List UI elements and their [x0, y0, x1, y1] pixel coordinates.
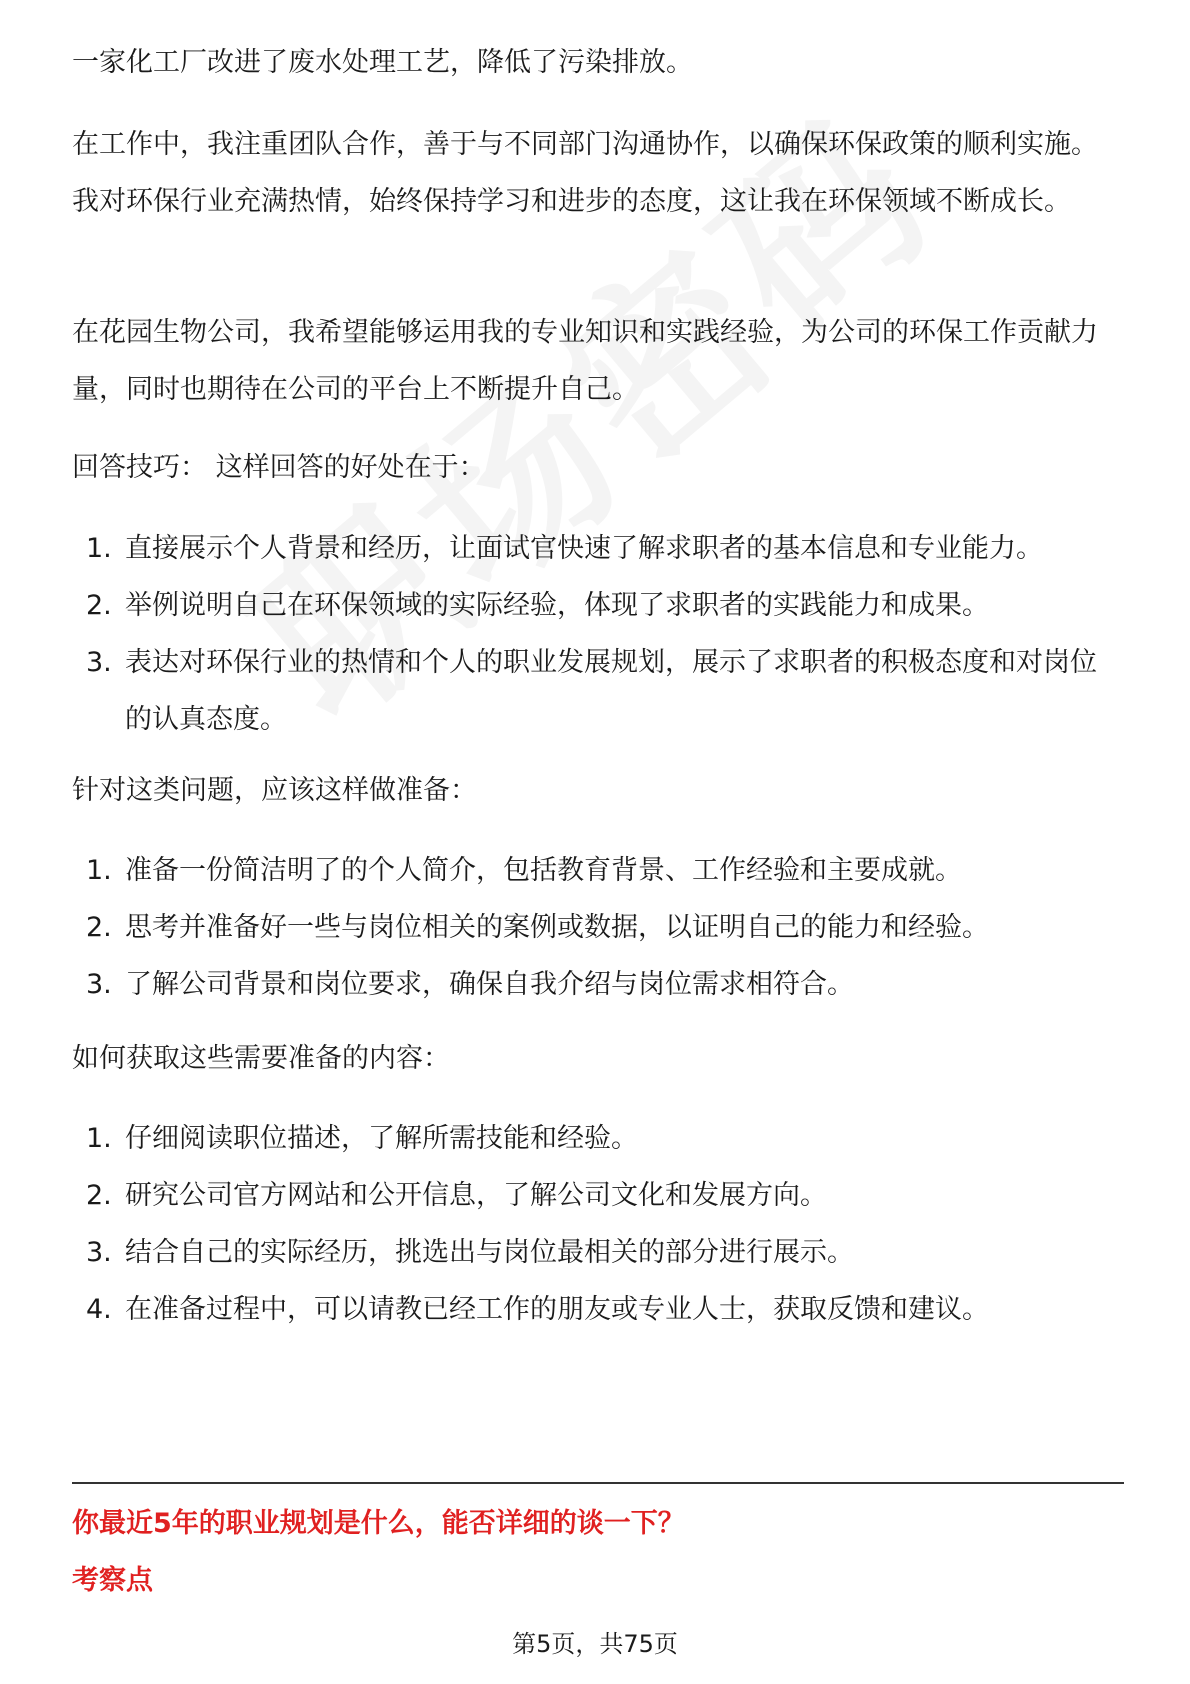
list-item-number: 3.	[86, 647, 112, 678]
list-item	[72, 1167, 1122, 1224]
question-subtitle: 考察点	[72, 1565, 153, 1596]
section-heading-preparation: 针对这类问题，应该这样做准备：	[72, 775, 477, 806]
list-item-number: 1.	[86, 855, 112, 886]
list-item-number: 3.	[86, 969, 112, 1000]
list-item-text: 思考并准备好一些与岗位相关的案例或数据，以证明自己的能力和经验。	[125, 912, 989, 943]
question-title: 你最近5年的职业规划是什么，能否详细的谈一下？	[72, 1508, 685, 1539]
list-item-text: 直接展示个人背景和经历，让面试官快速了解求职者的基本信息和专业能力。	[125, 533, 1043, 564]
list-item-number: 2.	[86, 1180, 112, 1211]
preparation-list	[72, 842, 1122, 1013]
answer-tips-list	[72, 520, 1122, 748]
list-item-text: 仔细阅读职位描述，了解所需技能和经验。	[125, 1123, 638, 1154]
page-number: 第5页，共75页	[512, 1630, 678, 1658]
list-item-text: 举例说明自己在环保领域的实际经验，体现了求职者的实践能力和成果。	[125, 590, 989, 621]
list-item	[72, 577, 1122, 634]
paragraph-intro-end: 一家化工厂改进了废水处理工艺，降低了污染排放。	[72, 47, 693, 78]
list-item-number: 2.	[86, 590, 112, 621]
how-to-obtain-list	[72, 1110, 1122, 1338]
paragraph-teamwork: 在工作中，我注重团队合作，善于与不同部门沟通协作，以确保环保政策的顺利实施。我对环保行业充满热情，始终保持学习和进步的态度，这让我在环保领域不断成长。	[72, 129, 1098, 217]
list-item	[72, 899, 1122, 956]
list-item-text: 了解公司背景和岗位要求，确保自我介绍与岗位需求相符合。	[125, 969, 854, 1000]
list-item	[72, 1224, 1122, 1281]
list-item-text: 结合自己的实际经历，挑选出与岗位最相关的部分进行展示。	[125, 1237, 854, 1268]
list-item	[72, 1281, 1122, 1338]
section-heading-answer-tips: 回答技巧： 这样回答的好处在于：	[72, 452, 486, 483]
list-item-number: 2.	[86, 912, 112, 943]
paragraph-company-goal: 在花园生物公司，我希望能够运用我的专业知识和实践经验，为公司的环保工作贡献力量，同时也期待在公司的平台上不断提升自己。	[72, 317, 1098, 405]
list-item-number: 1.	[86, 1123, 112, 1154]
list-item	[72, 956, 1122, 1013]
list-item	[72, 1110, 1122, 1167]
list-item-number: 3.	[86, 1237, 112, 1268]
list-item	[72, 842, 1122, 899]
list-item-text: 准备一份简洁明了的个人简介，包括教育背景、工作经验和主要成就。	[125, 855, 962, 886]
list-item-number: 4.	[86, 1294, 112, 1325]
list-item-text: 研究公司官方网站和公开信息，了解公司文化和发展方向。	[125, 1180, 827, 1211]
list-item	[72, 634, 1122, 748]
list-item-text: 表达对环保行业的热情和个人的职业发展规划，展示了求职者的积极态度和对岗位的认真态度。	[125, 647, 1097, 735]
list-item-text: 在准备过程中，可以请教已经工作的朋友或专业人士，获取反馈和建议。	[125, 1294, 989, 1325]
list-item-number: 1.	[86, 533, 112, 564]
section-divider	[72, 1482, 1124, 1484]
section-heading-how-to-obtain: 如何获取这些需要准备的内容：	[72, 1043, 450, 1074]
list-item	[72, 520, 1122, 577]
